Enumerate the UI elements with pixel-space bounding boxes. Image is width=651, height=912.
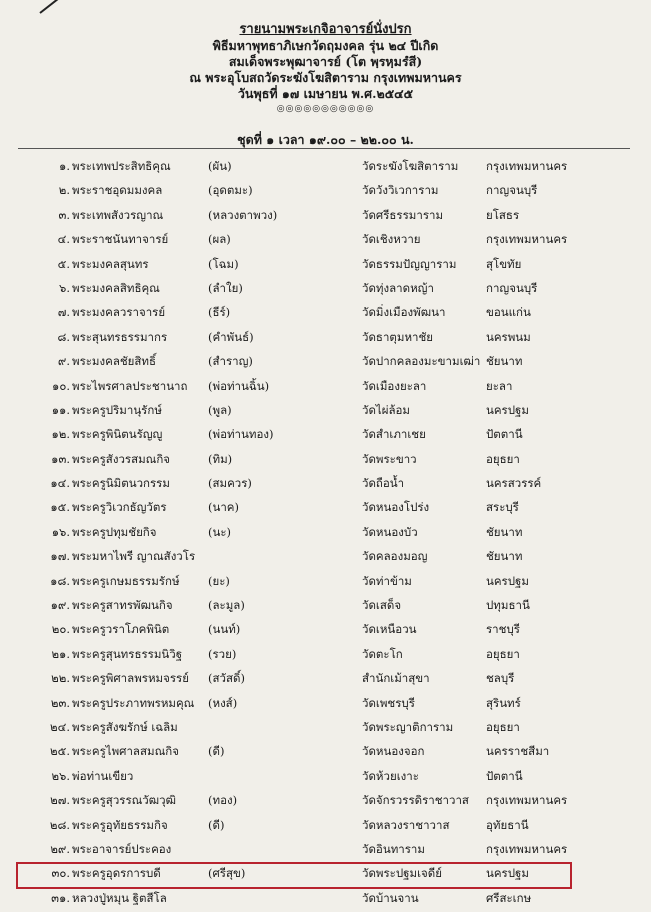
- list-item: [0, 788, 651, 812]
- monk-alias: (สำราญ): [208, 354, 253, 369]
- temple-name: วัดพระญาติการาม: [362, 719, 454, 734]
- temple-name: วัดอินทาราม: [362, 841, 425, 856]
- entry-number: ๑๗.: [50, 549, 70, 564]
- province-name: ราชบุรี: [486, 622, 520, 637]
- province-name: ชัยนาท: [486, 524, 523, 539]
- temple-name: วัดทุ่งลาดหญ้า: [362, 280, 434, 295]
- entry-number: ๒๘.: [49, 817, 70, 832]
- temple-name: วัดพระขาว: [362, 451, 417, 466]
- entry-number: ๑๘.: [50, 573, 70, 588]
- monk-name: พระมงคลวราจารย์: [72, 305, 166, 320]
- entry-number: ๑.: [59, 159, 70, 173]
- monk-name: พระครูเกษมธรรมรักษ์: [72, 573, 180, 588]
- temple-name: วัดหนองโปร่ง: [362, 500, 430, 515]
- monk-alias: (อุดตมะ): [208, 183, 253, 198]
- list-item: [0, 837, 651, 861]
- province-name: ปัตตานี: [486, 427, 523, 442]
- entry-number: ๓๐.: [51, 866, 70, 881]
- entry-number: ๔.: [57, 232, 70, 247]
- monk-name: พระครูพินิตนรัญญู: [72, 427, 163, 442]
- list-item: [0, 325, 651, 349]
- monk-name: พระครูอุดรการบดี: [72, 866, 161, 881]
- province-name: สุรินทร์: [486, 695, 521, 710]
- entry-number: ๖.: [59, 280, 70, 295]
- ceremony-name: พิธีมหาพุทธาภิเษกวัดฤมงคล รุ่น ๒๔ ปีเกิด: [212, 38, 439, 53]
- temple-name: วัดเสด็จ: [362, 598, 402, 613]
- province-name: นครปฐม: [486, 573, 529, 588]
- province-name: กรุงเทพมหานคร: [486, 232, 568, 247]
- monk-alias: (ศรีสุข): [208, 866, 246, 881]
- province-name: สระบุรี: [486, 500, 519, 515]
- header-ornament: ◎◎◎◎◎◎◎◎◎◎◎: [276, 104, 375, 114]
- divider: [18, 148, 630, 149]
- pen-stroke-mark: [39, 0, 65, 14]
- temple-name: วัดเชิงหวาย: [362, 232, 421, 247]
- entry-number: ๒๔.: [50, 719, 70, 734]
- province-name: กรุงเทพมหานคร: [486, 793, 568, 808]
- temple-name: วัดหนองบัว: [362, 524, 418, 539]
- monk-alias: (พ่อท่านทอง): [208, 427, 274, 442]
- province-name: ศรีสะเกษ: [486, 890, 532, 905]
- entry-number: ๑๒.: [51, 427, 70, 442]
- monk-name: พระครูสังฆรักษ์ เฉลิม: [72, 719, 178, 734]
- province-name: ปทุมธานี: [486, 598, 530, 613]
- temple-name: วัดห้วยเงาะ: [362, 768, 419, 783]
- entry-number: ๙.: [57, 354, 70, 369]
- monk-name: พระครูปทุมชัยกิจ: [72, 524, 157, 539]
- highlight-box: [16, 862, 572, 889]
- monk-name: หลวงปู่หมุน ฐิตสีโล: [72, 890, 167, 905]
- monk-name: พระครูวราโภคพินิต: [72, 622, 170, 637]
- list-item: [0, 398, 651, 422]
- document-header: [0, 22, 651, 115]
- monk-alias: (ผล): [208, 232, 231, 247]
- entry-number: ๒๐.: [51, 622, 70, 637]
- province-name: ยะลา: [486, 378, 513, 393]
- entry-number: ๗.: [57, 305, 70, 320]
- list-item: [0, 813, 651, 837]
- province-name: ชัยนาท: [486, 549, 523, 564]
- list-item: [0, 520, 651, 544]
- ceremony-venue: ณ พระอุโบสถวัดระฆังโฆสิตาราม กรุงเทพมหานคร: [189, 70, 462, 85]
- temple-name: วัดธาตุมหาชัย: [362, 329, 434, 344]
- temple-name: วัดไผ่ล้อม: [362, 402, 410, 417]
- province-name: นครปฐม: [486, 402, 529, 417]
- entry-number: ๒๖.: [51, 768, 70, 783]
- list-item: [0, 739, 651, 763]
- monk-alias: (สมควร): [208, 476, 252, 491]
- temple-name: วัดหลวงราชาวาส: [362, 817, 450, 832]
- temple-name: วัดจักรวรรดิราชาวาส: [362, 793, 469, 808]
- temple-name: วัดถือน้ำ: [362, 476, 405, 491]
- temple-name: สำนักเม้าสุขา: [362, 671, 430, 686]
- temple-name: วัดเหนือวน: [362, 622, 417, 637]
- temple-name: วัดมิ่งเมืองพัฒนา: [362, 305, 446, 320]
- entry-number: ๓.: [58, 207, 70, 222]
- monk-name: พระครูอุทัยธรรมกิจ: [72, 817, 168, 832]
- monk-alias: (พ่อท่านฉิ้น): [208, 378, 270, 393]
- monk-name: พระมหาไพรี ญาณสังวโร: [72, 549, 196, 564]
- entry-number: ๘.: [57, 329, 70, 344]
- province-name: อยุธยา: [486, 451, 520, 466]
- monk-alias: (หลวงตาพวง): [208, 207, 278, 222]
- province-name: กาญจนบุรี: [486, 280, 538, 295]
- monk-alias: (สวัสดิ์): [208, 671, 245, 686]
- monk-name: พระอาจารย์ประคอง: [72, 841, 172, 856]
- monk-alias: (นะ): [208, 524, 232, 539]
- monk-name: พระครูสุวรรณวัฒวุฒิ: [72, 793, 176, 808]
- province-name: ขอนแก่น: [486, 305, 531, 320]
- ceremony-subject: สมเด็จพระพุฒาจารย์ (โต พฺรหฺมรํสี): [228, 54, 423, 69]
- monk-name: พ่อท่านเขียว: [72, 768, 134, 783]
- monk-alias: (นนท์): [208, 622, 241, 637]
- province-name: นครสวรรค์: [486, 476, 542, 491]
- monk-alias: (ดี): [208, 744, 225, 759]
- monk-name: พระมงคลชัยสิทธิ์: [72, 354, 157, 369]
- monk-name: พระมงคลสิทธิคุณ: [72, 280, 160, 295]
- monk-alias: (ดี): [208, 817, 225, 832]
- province-name: อยุธยา: [486, 646, 520, 661]
- list-item: [0, 252, 651, 276]
- monk-name: พระครูปริมานุรักษ์: [72, 402, 162, 417]
- list-item: [0, 374, 651, 398]
- entry-number: ๒๕.: [50, 744, 70, 759]
- list-item: [0, 666, 651, 690]
- province-name: นครราชสีมา: [486, 744, 550, 759]
- monk-name: พระครูประภาทพรหมคุณ: [72, 695, 195, 710]
- temple-name: วัดหนองจอก: [362, 744, 425, 759]
- temple-name: วัดเมืองยะลา: [362, 378, 427, 393]
- list-item: [0, 715, 651, 739]
- entry-number: ๕.: [57, 256, 70, 271]
- monk-name: พระครูสาทรพัฒนกิจ: [72, 598, 173, 613]
- province-name: กรุงเทพมหานคร: [486, 159, 568, 173]
- list-item: [0, 349, 651, 373]
- list-item: [0, 178, 651, 202]
- monk-name: พระมงคลสุนทร: [72, 256, 149, 271]
- monk-name: พระไพรศาลประชานาถ: [72, 378, 188, 393]
- monk-name: พระครูนิมิตนวกรรม: [72, 476, 170, 491]
- monk-list: [0, 154, 651, 910]
- monk-name: พระราชอุดมมงคล: [72, 183, 163, 198]
- entry-number: ๓๑.: [51, 890, 70, 905]
- document-title: รายนามพระเกจิอาจารย์นั่งปรก: [239, 22, 412, 37]
- temple-name: วัดระฆังโฆสิตาราม: [362, 159, 459, 173]
- list-item: [0, 617, 651, 641]
- entry-number: ๒๑.: [51, 646, 70, 661]
- list-item: [0, 544, 651, 568]
- temple-name: วัดพระปฐมเจดีย์: [362, 866, 442, 881]
- temple-name: วัดศรีธรรมาราม: [362, 207, 444, 222]
- list-item: [0, 886, 651, 910]
- list-item: [0, 569, 651, 593]
- province-name: ปัตตานี: [486, 768, 523, 783]
- entry-number: ๒๒.: [51, 671, 70, 686]
- province-name: ยโสธร: [486, 207, 520, 222]
- list-item: [0, 300, 651, 324]
- province-name: นครพนม: [486, 329, 531, 344]
- list-item: [0, 422, 651, 446]
- monk-name: พระสุนทรธรรมากร: [72, 329, 168, 344]
- monk-name: พระครูพิศาลพรหมจรรย์: [72, 671, 189, 686]
- list-item: [0, 276, 651, 300]
- session-heading: ชุดที่ ๑ เวลา ๑๙.๐๐ – ๒๒.๐๐ น.: [237, 132, 414, 147]
- entry-number: ๑๑.: [51, 402, 70, 417]
- monk-alias: (ละมูล): [208, 598, 245, 613]
- temple-name: วัดบ้านจาน: [362, 890, 419, 905]
- temple-name: วัดคลองมอญ: [362, 549, 428, 564]
- monk-name: พระครูไพศาลสมณกิจ: [72, 744, 179, 759]
- province-name: ชลบุรี: [486, 671, 515, 686]
- entry-number: ๒๙.: [50, 841, 70, 856]
- list-item: [0, 447, 651, 471]
- entry-number: ๑๖.: [51, 524, 70, 539]
- ceremony-date: วันพุธที่ ๑๗ เมษายน พ.ศ.๒๕๔๕: [237, 86, 414, 101]
- monk-alias: (คำพันธ์): [208, 329, 254, 344]
- list-item: [0, 764, 651, 788]
- province-name: สุโขทัย: [486, 256, 522, 271]
- entry-number: ๑๙.: [50, 598, 70, 613]
- monk-name: พระเทพประสิทธิคุณ: [72, 159, 171, 173]
- province-name: กรุงเทพมหานคร: [486, 841, 568, 856]
- monk-name: พระครูสุนทรธรรมนิวิฐ: [72, 646, 183, 661]
- monk-alias: (โฉม): [208, 256, 239, 271]
- monk-alias: (ทิม): [208, 451, 233, 466]
- entry-number: ๑๕.: [50, 500, 70, 515]
- temple-name: วัดธรรมปัญญาราม: [362, 256, 457, 271]
- province-name: อุทัยธานี: [486, 817, 529, 832]
- list-item: [0, 203, 651, 227]
- monk-name: พระเทพสังวรญาณ: [72, 207, 164, 222]
- list-item: [0, 642, 651, 666]
- temple-name: วัดสำเภาเชย: [362, 427, 426, 442]
- entry-number: ๒๓.: [50, 695, 70, 710]
- entry-number: ๑๐.: [52, 378, 70, 393]
- province-name: นครปฐม: [486, 866, 529, 881]
- list-item: [0, 495, 651, 519]
- entry-number: ๒.: [58, 183, 70, 198]
- monk-name: พระราชนันทาจารย์: [72, 232, 169, 247]
- entry-number: ๑๓.: [51, 451, 70, 466]
- list-item: [0, 154, 651, 178]
- entry-number: ๑๔.: [50, 476, 70, 491]
- monk-alias: (ยะ): [208, 573, 230, 588]
- monk-alias: (ธีร์): [208, 305, 231, 320]
- monk-alias: (ผัน): [208, 159, 232, 173]
- entry-number: ๒๗.: [50, 793, 70, 808]
- province-name: ชัยนาท: [486, 354, 523, 369]
- list-item: [0, 593, 651, 617]
- monk-alias: (พูล): [208, 402, 232, 417]
- list-item: [0, 471, 651, 495]
- province-name: อยุธยา: [486, 719, 520, 734]
- temple-name: วัดเพชรบุรี: [362, 695, 415, 710]
- monk-alias: (หงส์): [208, 695, 238, 710]
- monk-alias: (รวย): [208, 646, 237, 661]
- list-item: [0, 227, 651, 251]
- monk-name: พระครูวิเวกธัญวัตร: [72, 500, 167, 515]
- monk-alias: (ทอง): [208, 793, 238, 808]
- monk-alias: (นาค): [208, 500, 239, 515]
- temple-name: วัดวังวิเวการาม: [362, 183, 439, 198]
- temple-name: วัดปากคลองมะขามเฒ่า: [362, 354, 481, 369]
- list-item: [0, 691, 651, 715]
- province-name: กาญจนบุรี: [486, 183, 538, 198]
- temple-name: วัดตะโก: [362, 646, 403, 661]
- monk-alias: (ลำใย): [208, 280, 243, 295]
- temple-name: วัดท่าข้าม: [362, 573, 412, 588]
- monk-name: พระครูสังวรสมณกิจ: [72, 451, 171, 466]
